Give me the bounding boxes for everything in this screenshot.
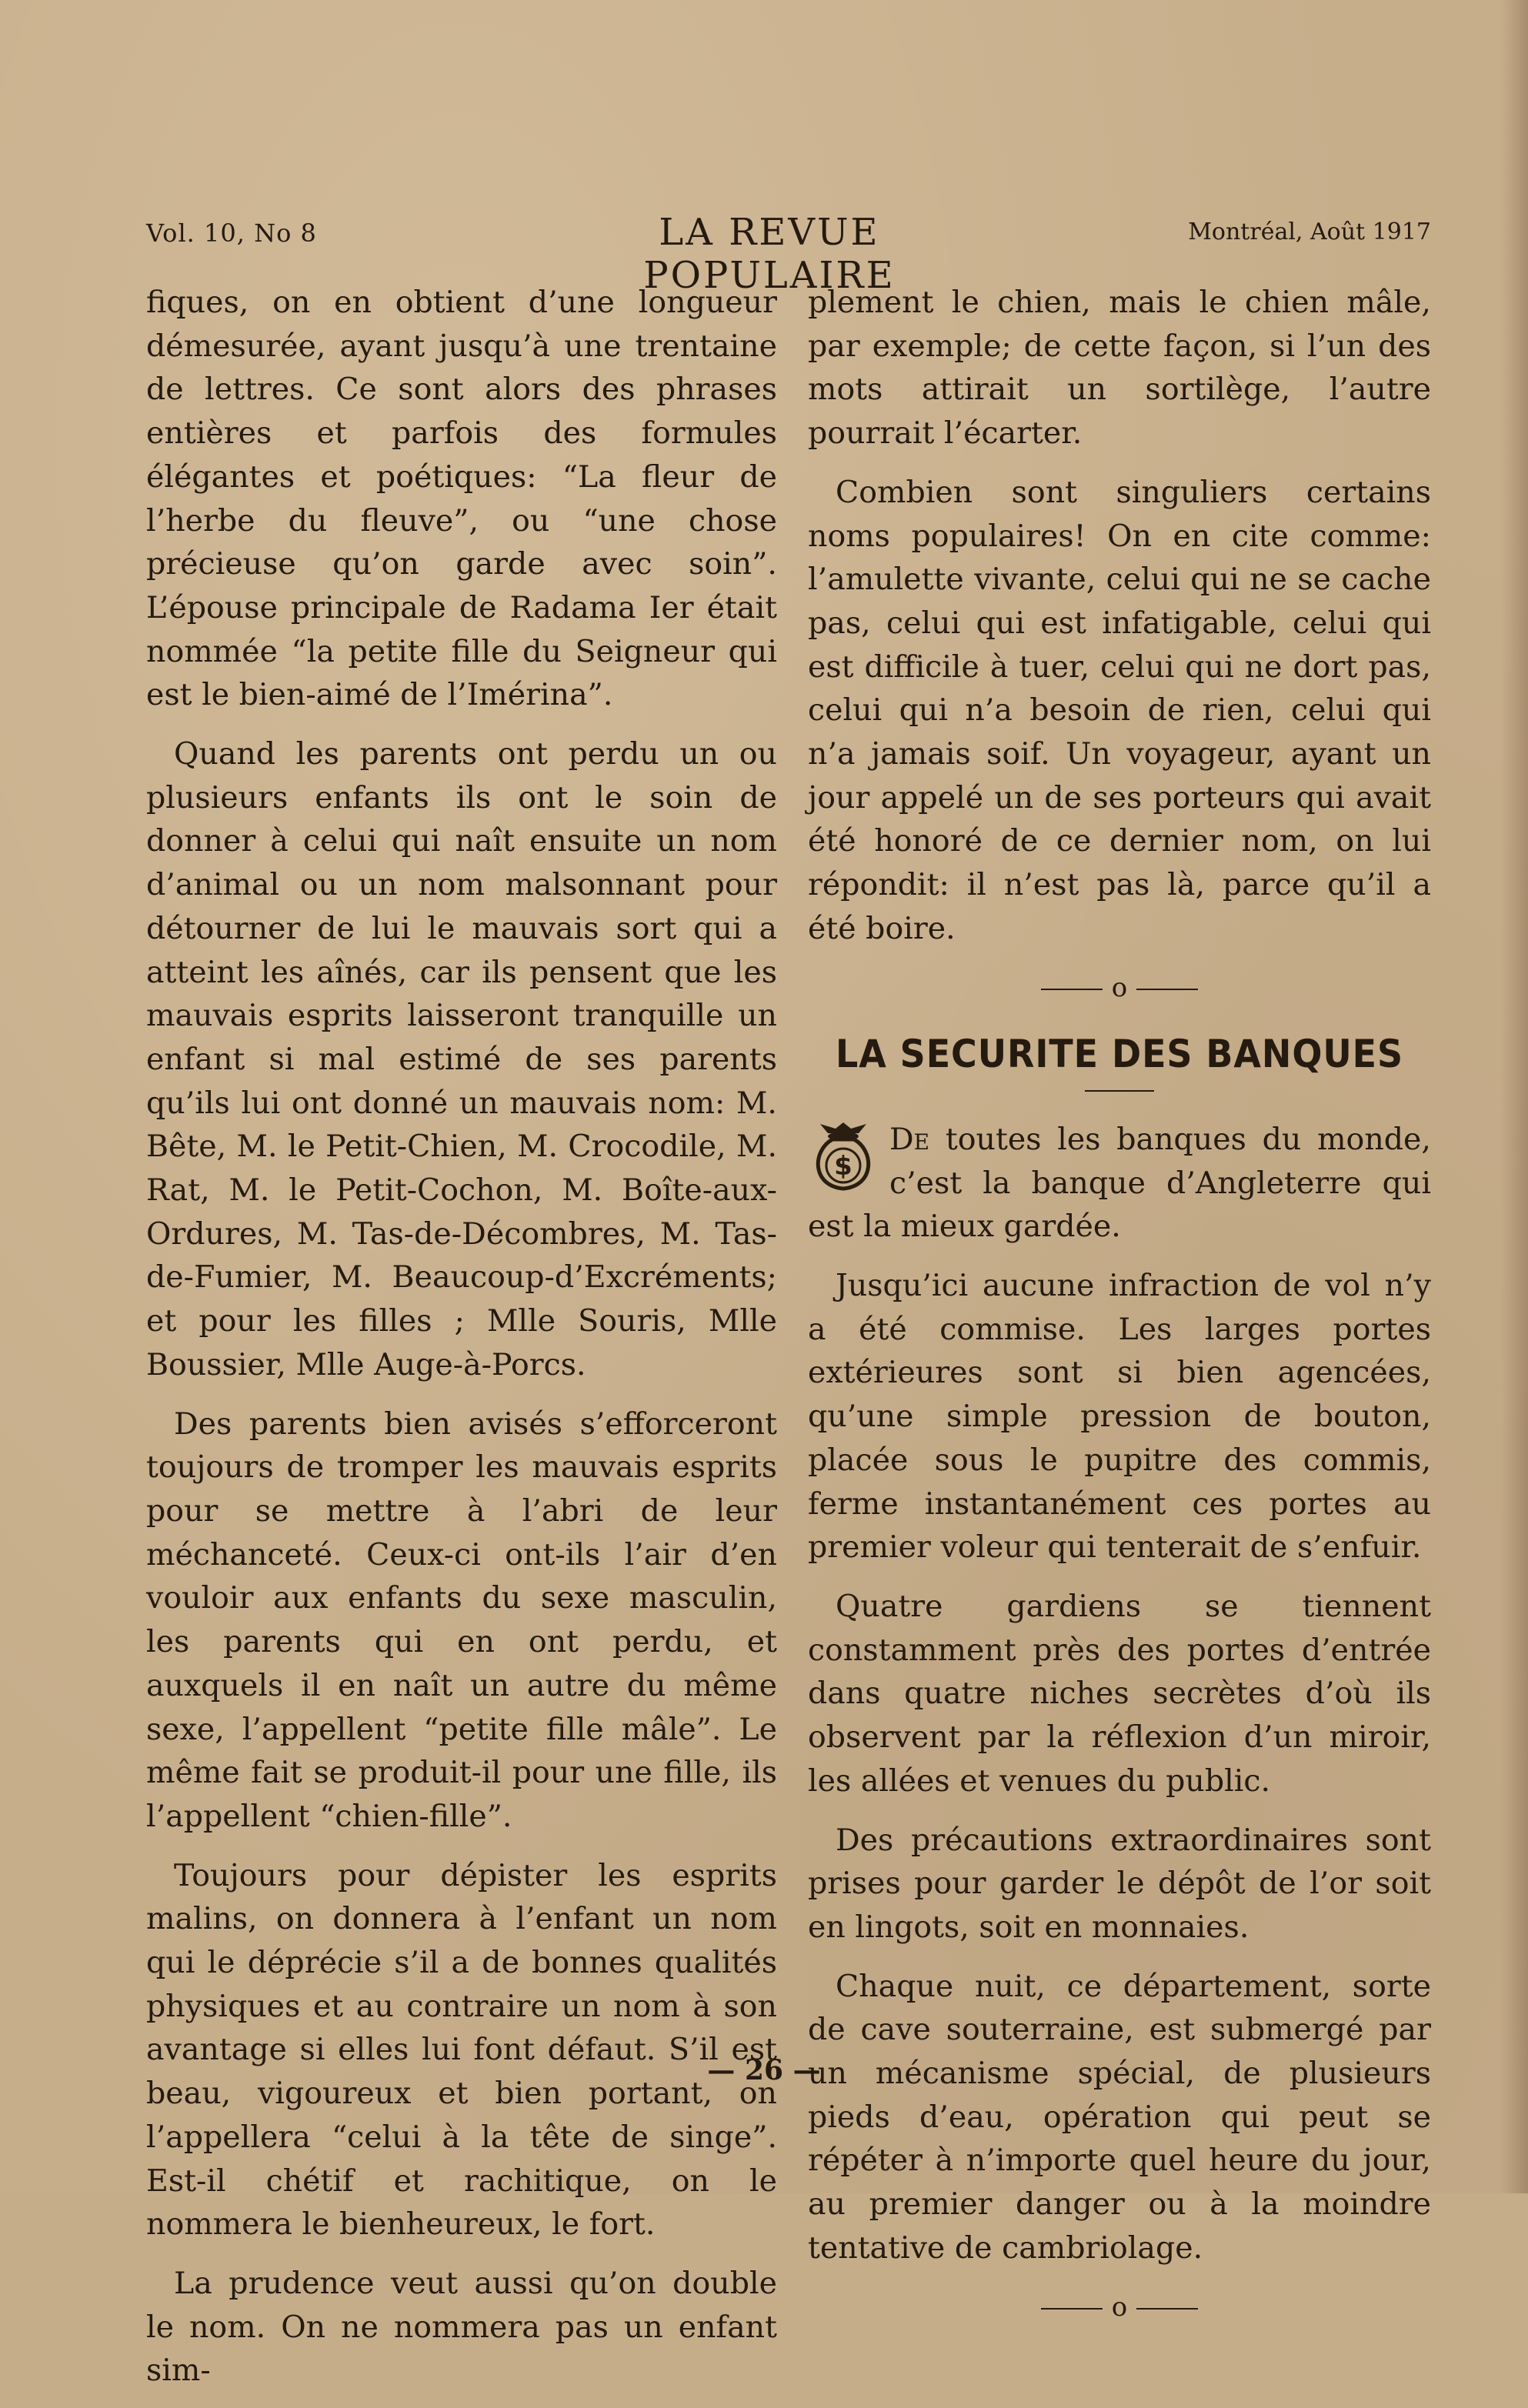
journal-title: LA REVUE POPULAIRE [643, 211, 896, 297]
title-underline [1085, 1090, 1154, 1092]
end-separator [808, 2286, 1431, 2330]
right-column [808, 281, 1431, 2352]
place-date: Montréal, Août 1917 [1188, 218, 1431, 245]
section-separator [808, 966, 1431, 1010]
paragraph: Quand les parents ont perdu un ou plusieurs enfants ils ont le soin de donner à celui qui naît ensuite un nom d’animal ou un nom malsonnant pour détourner de lui le mauvais sort qui a atteint les aînés, car ils pensent que les mauvais esprits laisseront tranquille un enfant si mal estimé de ses parents qu’ils lui ont donné un mauvais nom: M. Bête, M. le Petit-Chien, M. Crocodile, M. Rat, M. le Petit-Cochon, M. Boîte-aux-Ordures, M. Tas-de-Décombres, M. Tas-de-Fumier, M. Beaucoup-d’Excréments; et pour les filles ; Mlle Souris, Mlle Boussier, Mlle Auge-à-Porcs. [146, 736, 777, 1382]
paragraph: plement le chien, mais le chien mâle, par exemple; de cette façon, si l’un des mots attirait un sortilège, l’autre pourrait l’écarter. [808, 285, 1431, 452]
paragraph: Toujours pour dépister les esprits malins, on donnera à l’enfant un nom qui le déprécie s’il a de bonnes qualités physiques et au contraire un nom à son avantage si elles lui font défaut. S’il est beau, vigoureux et bien portant, on l’appellera “celui à la tête de singe”. Est-il chétif et rachitique, on le nommera le bienheureux, le fort. [146, 1857, 777, 2243]
paragraph: Des parents bien avisés s’efforceront toujours de tromper les mauvais esprits pour se mettre à l’abri de leur méchanceté. Ceux-ci ont-ils l’air d’en vouloir aux enfants du sexe masculin, les parents qui en ont perdu, et auxquels il en naît un autre du même sexe, l’appellent “petite fille mâle”. Le même fait se produit-il pour une fille, ils l’appellent “chien-fille”. [146, 1406, 777, 1834]
volume-number: Vol. 10, No 8 [146, 218, 317, 248]
running-header [146, 211, 1431, 297]
article-title: LA SECURITE DES BANQUES [835, 1032, 1404, 1077]
lead-text: toutes les banques du monde, c’est la banque d’Angleterre qui est la mieux gardée. [808, 1121, 1431, 1245]
rule-line [1041, 989, 1103, 990]
paragraph: La prudence veut aussi qu’on double le nom. On ne nommera pas un enfant sim- [146, 2265, 777, 2389]
paragraph: Chaque nuit, ce département, sorte de cave souterraine, est submergé par un mécanisme spécial, de plusieurs pieds d’eau, opération qui peut se répéter à n’importe quel heure du jour, au premier danger ou à la moindre tentative de cambriolage. [808, 1968, 1431, 2266]
paragraph: Jusqu’ici aucune infraction de vol n’y a été commise. Les larges portes extérieures sont si bien agencées, qu’une simple pression de bouton, placée sous le pupitre des commis, ferme instantanément ces portes au premier voleur qui tenterait de s’enfuir. [808, 1268, 1431, 1566]
paragraph: Combien sont singuliers certains noms populaires! On en cite comme: l’amulette vivante, celui qui ne se cache pas, celui qui est infatigable, celui qui est difficile à tuer, celui qui ne dort pas, celui qui n’a besoin de rien, celui qui n’a jamais soif. Un voyageur, ayant un jour appelé un de ses porteurs qui avait été honoré de ce dernier nom, on lui répondit: il n’est pas là, parce qu’il a été boire. [808, 474, 1431, 946]
paragraph: Quatre gardiens se tiennent constamment près des portes d’entrée dans quatre niches secrètes d’où ils observent par la réflexion d’un miroir, les allées et venues du public. [808, 1588, 1431, 1799]
lead-dropcap: De [889, 1121, 930, 1157]
money-bag-icon [805, 1119, 882, 1193]
end-mark: o [1111, 2291, 1128, 2323]
page-edge [1500, 0, 1528, 2193]
rule-line [1136, 2308, 1198, 2310]
paragraph: fiques, on en obtient d’une longueur démesurée, ayant jusqu’à une trentaine de lettres. Ce sont alors des phrases entières et parfois des formules élégantes et poétiques: “La fleur de l’herbe du fleuve”, ou “une chose précieuse qu’on garde avec soin”. L’épouse principale de Radama Ier était nommée “la petite fille du Seigneur qui est le bien-aimé de l’Imérina”. [146, 285, 777, 713]
svg-text:$: $ [834, 1150, 852, 1182]
lead-paragraph [808, 1118, 1431, 1249]
paragraph: Des précautions extraordinaires sont prises pour garder le dépôt de l’or soit en lingots, soit en monnaies. [808, 1822, 1431, 1945]
page-number: — 26 — [707, 2054, 821, 2086]
separator-mark: o [1111, 972, 1128, 1003]
left-column [146, 281, 777, 2408]
rule-line [1136, 989, 1198, 990]
rule-line [1041, 2308, 1103, 2310]
